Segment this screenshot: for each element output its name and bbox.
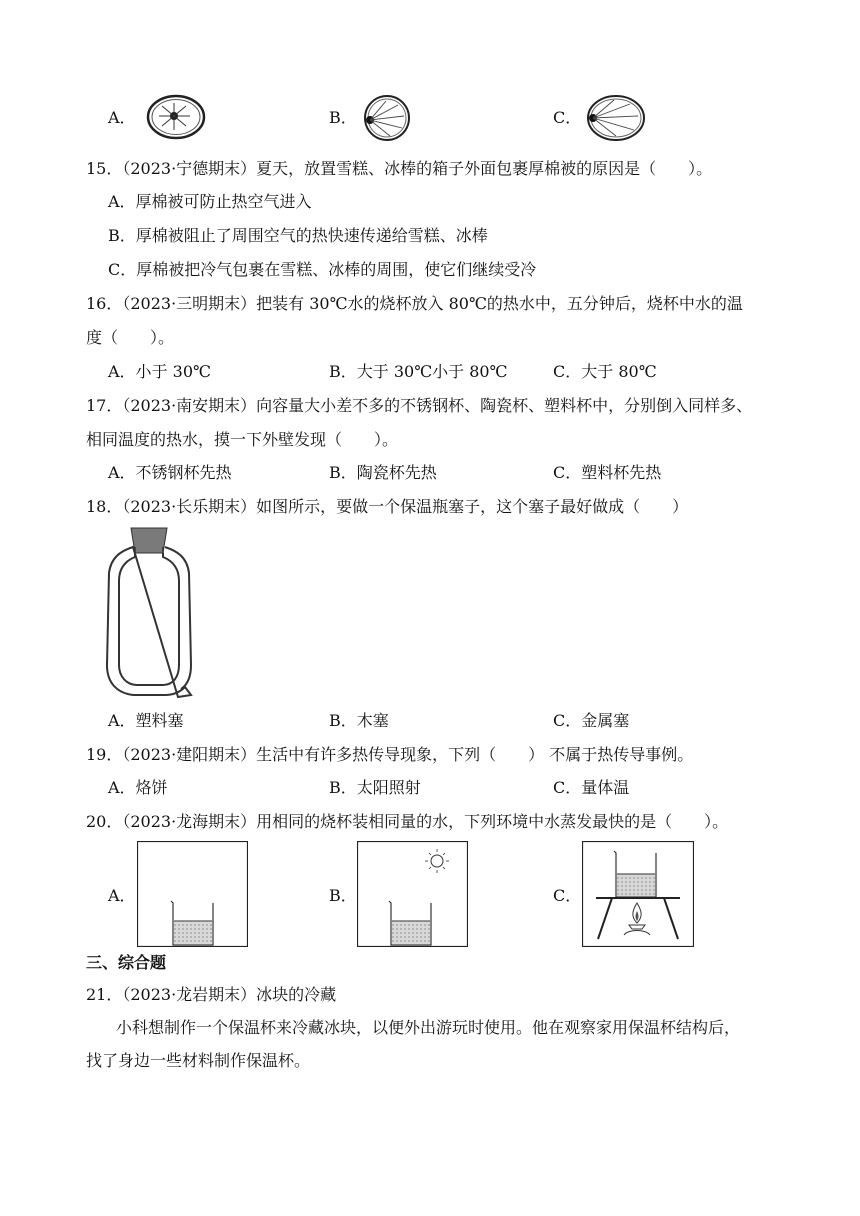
- q14-option-b-label: B．: [329, 108, 357, 127]
- q20-option-c-beaker-burner-figure: [582, 841, 694, 947]
- q17-stem-line2: 相同温度的热水，摸一下外壁发现（ ）。: [86, 430, 399, 449]
- q18-stem: 18．（2023·长乐期末）如图所示，要做一个保温瓶塞子，这个塞子最好做成（ ）: [86, 497, 689, 516]
- q15-stem: 15．（2023·宁德期末）夏天，放置雪糕、冰棒的箱子外面包裹厚棉被的原因是（ ）。: [86, 159, 713, 178]
- q20-option-a-beaker-figure: [137, 841, 248, 947]
- q19-option-c[interactable]: C．量体温: [553, 778, 630, 797]
- q16-option-c[interactable]: C．大于 80℃: [553, 362, 657, 381]
- q16-stem-line1: 16．（2023·三明期末）把装有 30℃水的烧杯放入 80℃的热水中，五分钟后，烧杯中水的温: [86, 294, 743, 313]
- q20-option-c-label[interactable]: C．: [553, 886, 582, 905]
- q19-option-a[interactable]: A．烙饼: [108, 778, 168, 797]
- q18-option-b[interactable]: B．木塞: [329, 711, 389, 730]
- q17-option-c[interactable]: C．塑料杯先热: [553, 463, 662, 482]
- q15-option-b[interactable]: B．厚棉被阻止了周围空气的热快速传递给雪糕、冰棒: [108, 226, 488, 245]
- q20-stem: 20．（2023·龙海期末）用相同的烧杯装相同量的水，下列环境中水蒸发最快的是（ ）。: [86, 812, 729, 831]
- q20-option-a-label[interactable]: A．: [108, 886, 136, 905]
- q19-option-b[interactable]: B．太阳照射: [329, 778, 421, 797]
- q14-option-c-label: C．: [553, 108, 582, 127]
- q18-option-c[interactable]: C．金属塞: [553, 711, 630, 730]
- thermos-bottle-figure: [103, 525, 198, 700]
- q17-stem-line1: 17．（2023·南安期末）向容量大小差不多的不锈钢杯、陶瓷杯、塑料杯中，分别倒入同样多、: [86, 396, 753, 415]
- q15-option-c[interactable]: C．厚棉被把冷气包裹在雪糕、冰棒的周围，使它们继续受冷: [108, 260, 537, 279]
- q14-option-a-label: A．: [108, 108, 136, 127]
- q21-stem: 21．（2023·龙岩期末）冰块的冷藏: [86, 985, 337, 1004]
- section3-title: 三、综合题: [86, 953, 167, 972]
- q14-option-b-figure: [362, 94, 412, 142]
- sun-icon: [425, 849, 449, 873]
- q16-stem-line2: 度（ ）。: [86, 328, 175, 347]
- q19-stem: 19．（2023·建阳期末）生活中有许多热传导现象，下列（ ） 不属于热传导事例。: [86, 745, 694, 764]
- q17-option-b[interactable]: B．陶瓷杯先热: [329, 463, 437, 482]
- q18-option-a[interactable]: A．塑料塞: [108, 711, 184, 730]
- q21-paragraph-line1: 小科想制作一个保温杯来冷藏冰块，以便外出游玩时使用。他在观察家用保温杯结构后，: [116, 1018, 741, 1037]
- q20-option-b-beaker-sun-figure: [357, 841, 468, 947]
- q16-option-a[interactable]: A．小于 30℃: [108, 362, 211, 381]
- q20-option-b-label[interactable]: B．: [329, 886, 357, 905]
- q17-option-a[interactable]: A．不锈钢杯先热: [108, 463, 232, 482]
- q14-option-c-figure: [586, 94, 646, 142]
- q15-option-a[interactable]: A．厚棉被可防止热空气进入: [108, 192, 312, 211]
- q21-paragraph-line2: 找了身边一些材料制作保温杯。: [86, 1051, 311, 1070]
- flame-icon: [633, 903, 641, 923]
- q16-option-b[interactable]: B．大于 30℃小于 80℃: [329, 362, 508, 381]
- q14-option-a-figure: [146, 94, 206, 140]
